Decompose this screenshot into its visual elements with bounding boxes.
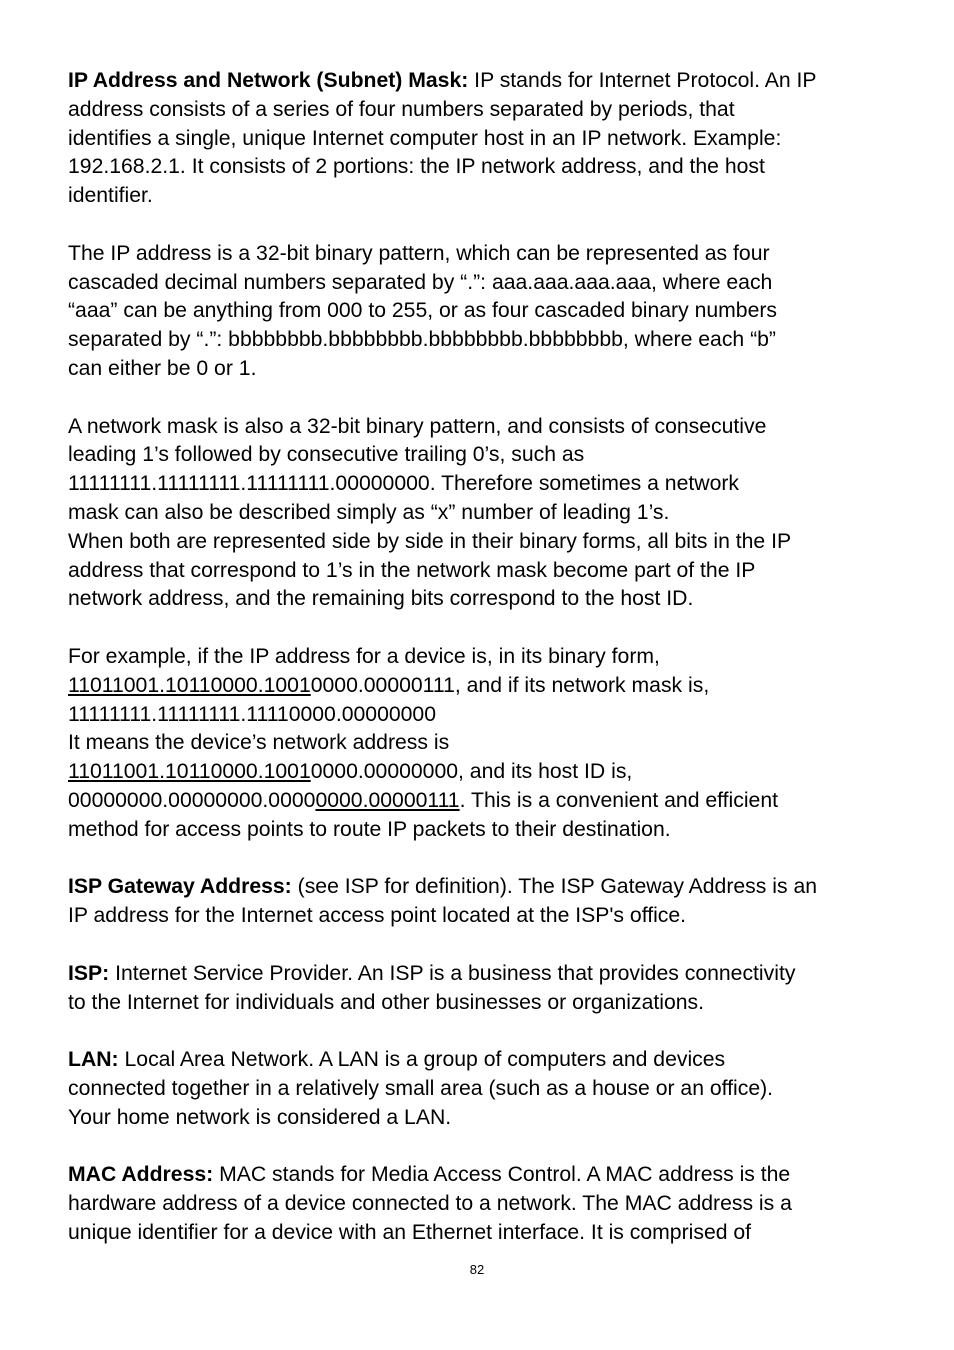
term-isp-gateway: ISP Gateway Address: [68,875,292,899]
paragraph-ip-address: IP Address and Network (Subnet) Mask: IP stands for Internet Protocol. An IP address consists of a series of four numbers separated by periods, that identifies a single, unique Internet computer host in an IP network. Example: 192.168.2.1. It consists of 2 portions: the IP network address, and the host identifier. [68,69,817,208]
page-number: 82 [469,1262,485,1277]
paragraph-lan: LAN: Local Area Network. A LAN is a group of computers and devices connected together in a relatively small area (such as a house or an office). Your home network is considered a LAN. [68,1048,774,1129]
underlined-network-address-bits: 11011001.10110000.1001 [68,760,311,784]
paragraph-network-mask: A network mask is also a 32-bit binary pattern, and consists of consecutive leading 1’s followed by consecutive trailing 0’s, such as 11111111.11111111.11111111.00000000. Therefore sometimes a network mask can also be described simply as “x” number of leading 1’s. When both are represented side by side in their binary forms, all bits in the IP address that correspond to 1’s in the network mask become part of the IP network address, and the remaining bits correspond to the host ID. [68,414,792,611]
document-body [68,67,888,1248]
underlined-host-id-bits: 0000.00000111 [315,788,460,812]
paragraph-binary-pattern: The IP address is a 32-bit binary pattern, which can be represented as four cascaded decimal numbers separated by “.”: aaa.aaa.aaa.aaa, where each “aaa” can be anything from 000 to 255, or as four cascaded binary numbers separated by “.”: bbbbbbbb.bbbbbbbb.bbbbbbbb.bbbbbbbb, where each “b” can either be 0 or 1. [68,241,778,380]
paragraph-isp-gateway: ISP Gateway Address: (see ISP for definition). The ISP Gateway Address is an IP address for the Internet access point located at the ISP's office. [68,875,818,928]
term-isp: ISP: [68,961,110,985]
term-mac-address: MAC Address: [68,1163,214,1187]
paragraph-example: For example, if the IP address for a device is, in its binary form, 11011001.10110000.10010000.00000111, and if its network mask is, 11111111.11111111.11110000.00000000 It means the device’s network address is 11011001.10110000.10010000.00000000, and its host ID is, 00000000.00000000.00000000.00000111. This is a convenient and efficient method for access points to route IP packets to their destination. [68,644,779,841]
term-lan: LAN: [68,1048,119,1072]
term-ip-address: IP Address and Network (Subnet) Mask: [68,69,469,92]
paragraph-isp: ISP: Internet Service Provider. An ISP is a business that provides connectivity to the Internet for individuals and other businesses or organizations. [68,961,796,1014]
paragraph-mac-address: MAC Address: MAC stands for Media Access Control. A MAC address is the hardware address of a device connected to a network. The MAC address is a unique identifier for a device with an Ethernet interface. It is comprised of [68,1163,792,1244]
underlined-network-bits: 11011001.10110000.1001 [68,673,311,697]
